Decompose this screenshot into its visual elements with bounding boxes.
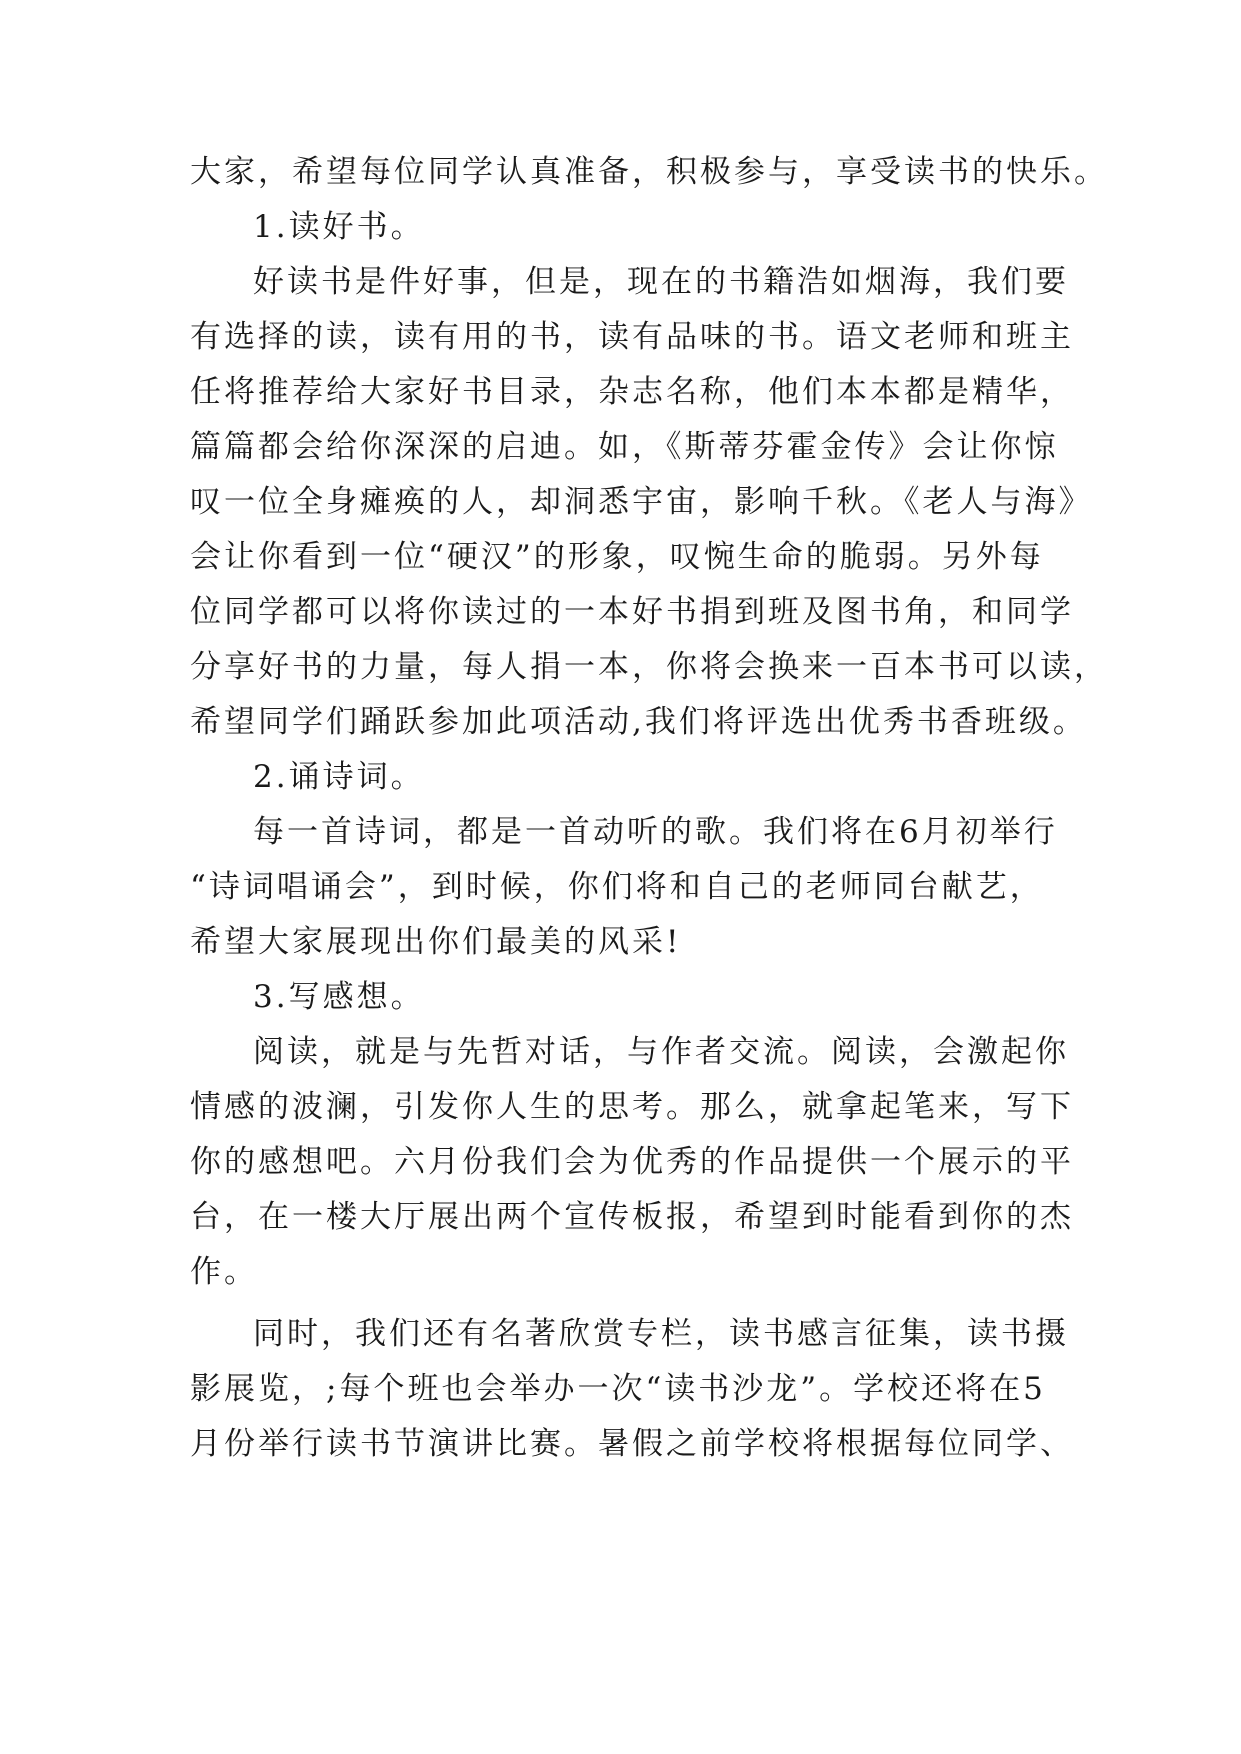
text-line: 台，在一楼大厅展出两个宣传板报，希望到时能看到你的杰 xyxy=(190,1199,1074,1235)
text-line: 有选择的读，读有用的书，读有品味的书。语文老师和班主 xyxy=(190,319,1074,355)
text-line: 希望同学们踊跃参加此项活动,我们将评选出优秀书香班级。 xyxy=(190,704,1087,740)
text-line: 分享好书的力量，每人捐一本，你将会换来一百本书可以读， xyxy=(190,649,1108,685)
text-line: 会让你看到一位“硬汉”的形象，叹惋生命的脆弱。另外每 xyxy=(190,539,1044,575)
text-line: 同时，我们还有名著欣赏专栏，读书感言征集，读书摄 xyxy=(253,1316,1069,1352)
text-line: 叹一位全身瘫痪的人，却洞悉宇宙，影响千秋。《老人与海》 xyxy=(190,484,1093,520)
text-line: 作。 xyxy=(190,1254,258,1290)
text-line: 你的感想吧。六月份我们会为优秀的作品提供一个展示的平 xyxy=(190,1144,1074,1180)
text-line: 影展览，;每个班也会举办一次“读书沙龙”。学校还将在5 xyxy=(190,1371,1046,1407)
text-line: 希望大家展现出你们最美的风采! xyxy=(190,924,682,960)
text-line: “诗词唱诵会”，到时候，你们将和自己的老师同台献艺， xyxy=(190,869,1044,905)
section-heading-write-reflections: 3.写感想。 xyxy=(253,979,425,1015)
text-line: 位同学都可以将你读过的一本好书捐到班及图书角，和同学 xyxy=(190,594,1074,630)
text-line: 大家，希望每位同学认真准备，积极参与，享受读书的快乐。 xyxy=(190,154,1108,190)
section-heading-read-good-books: 1.读好书。 xyxy=(253,209,425,245)
text-line: 月份举行读书节演讲比赛。暑假之前学校将根据每位同学、 xyxy=(190,1426,1074,1462)
section-heading-recite-poetry: 2.诵诗词。 xyxy=(253,759,425,795)
text-line: 阅读，就是与先哲对话，与作者交流。阅读，会激起你 xyxy=(253,1034,1069,1070)
text-line: 篇篇都会给你深深的启迪。如，《斯蒂芬霍金传》会让你惊 xyxy=(190,429,1059,465)
text-line: 任将推荐给大家好书目录，杂志名称，他们本本都是精华， xyxy=(190,374,1074,410)
text-line: 情感的波澜，引发你人生的思考。那么，就拿起笔来，写下 xyxy=(190,1089,1074,1125)
text-line: 好读书是件好事，但是，现在的书籍浩如烟海，我们要 xyxy=(253,264,1069,300)
text-line: 每一首诗词，都是一首动听的歌。我们将在6月初举行 xyxy=(253,814,1058,850)
